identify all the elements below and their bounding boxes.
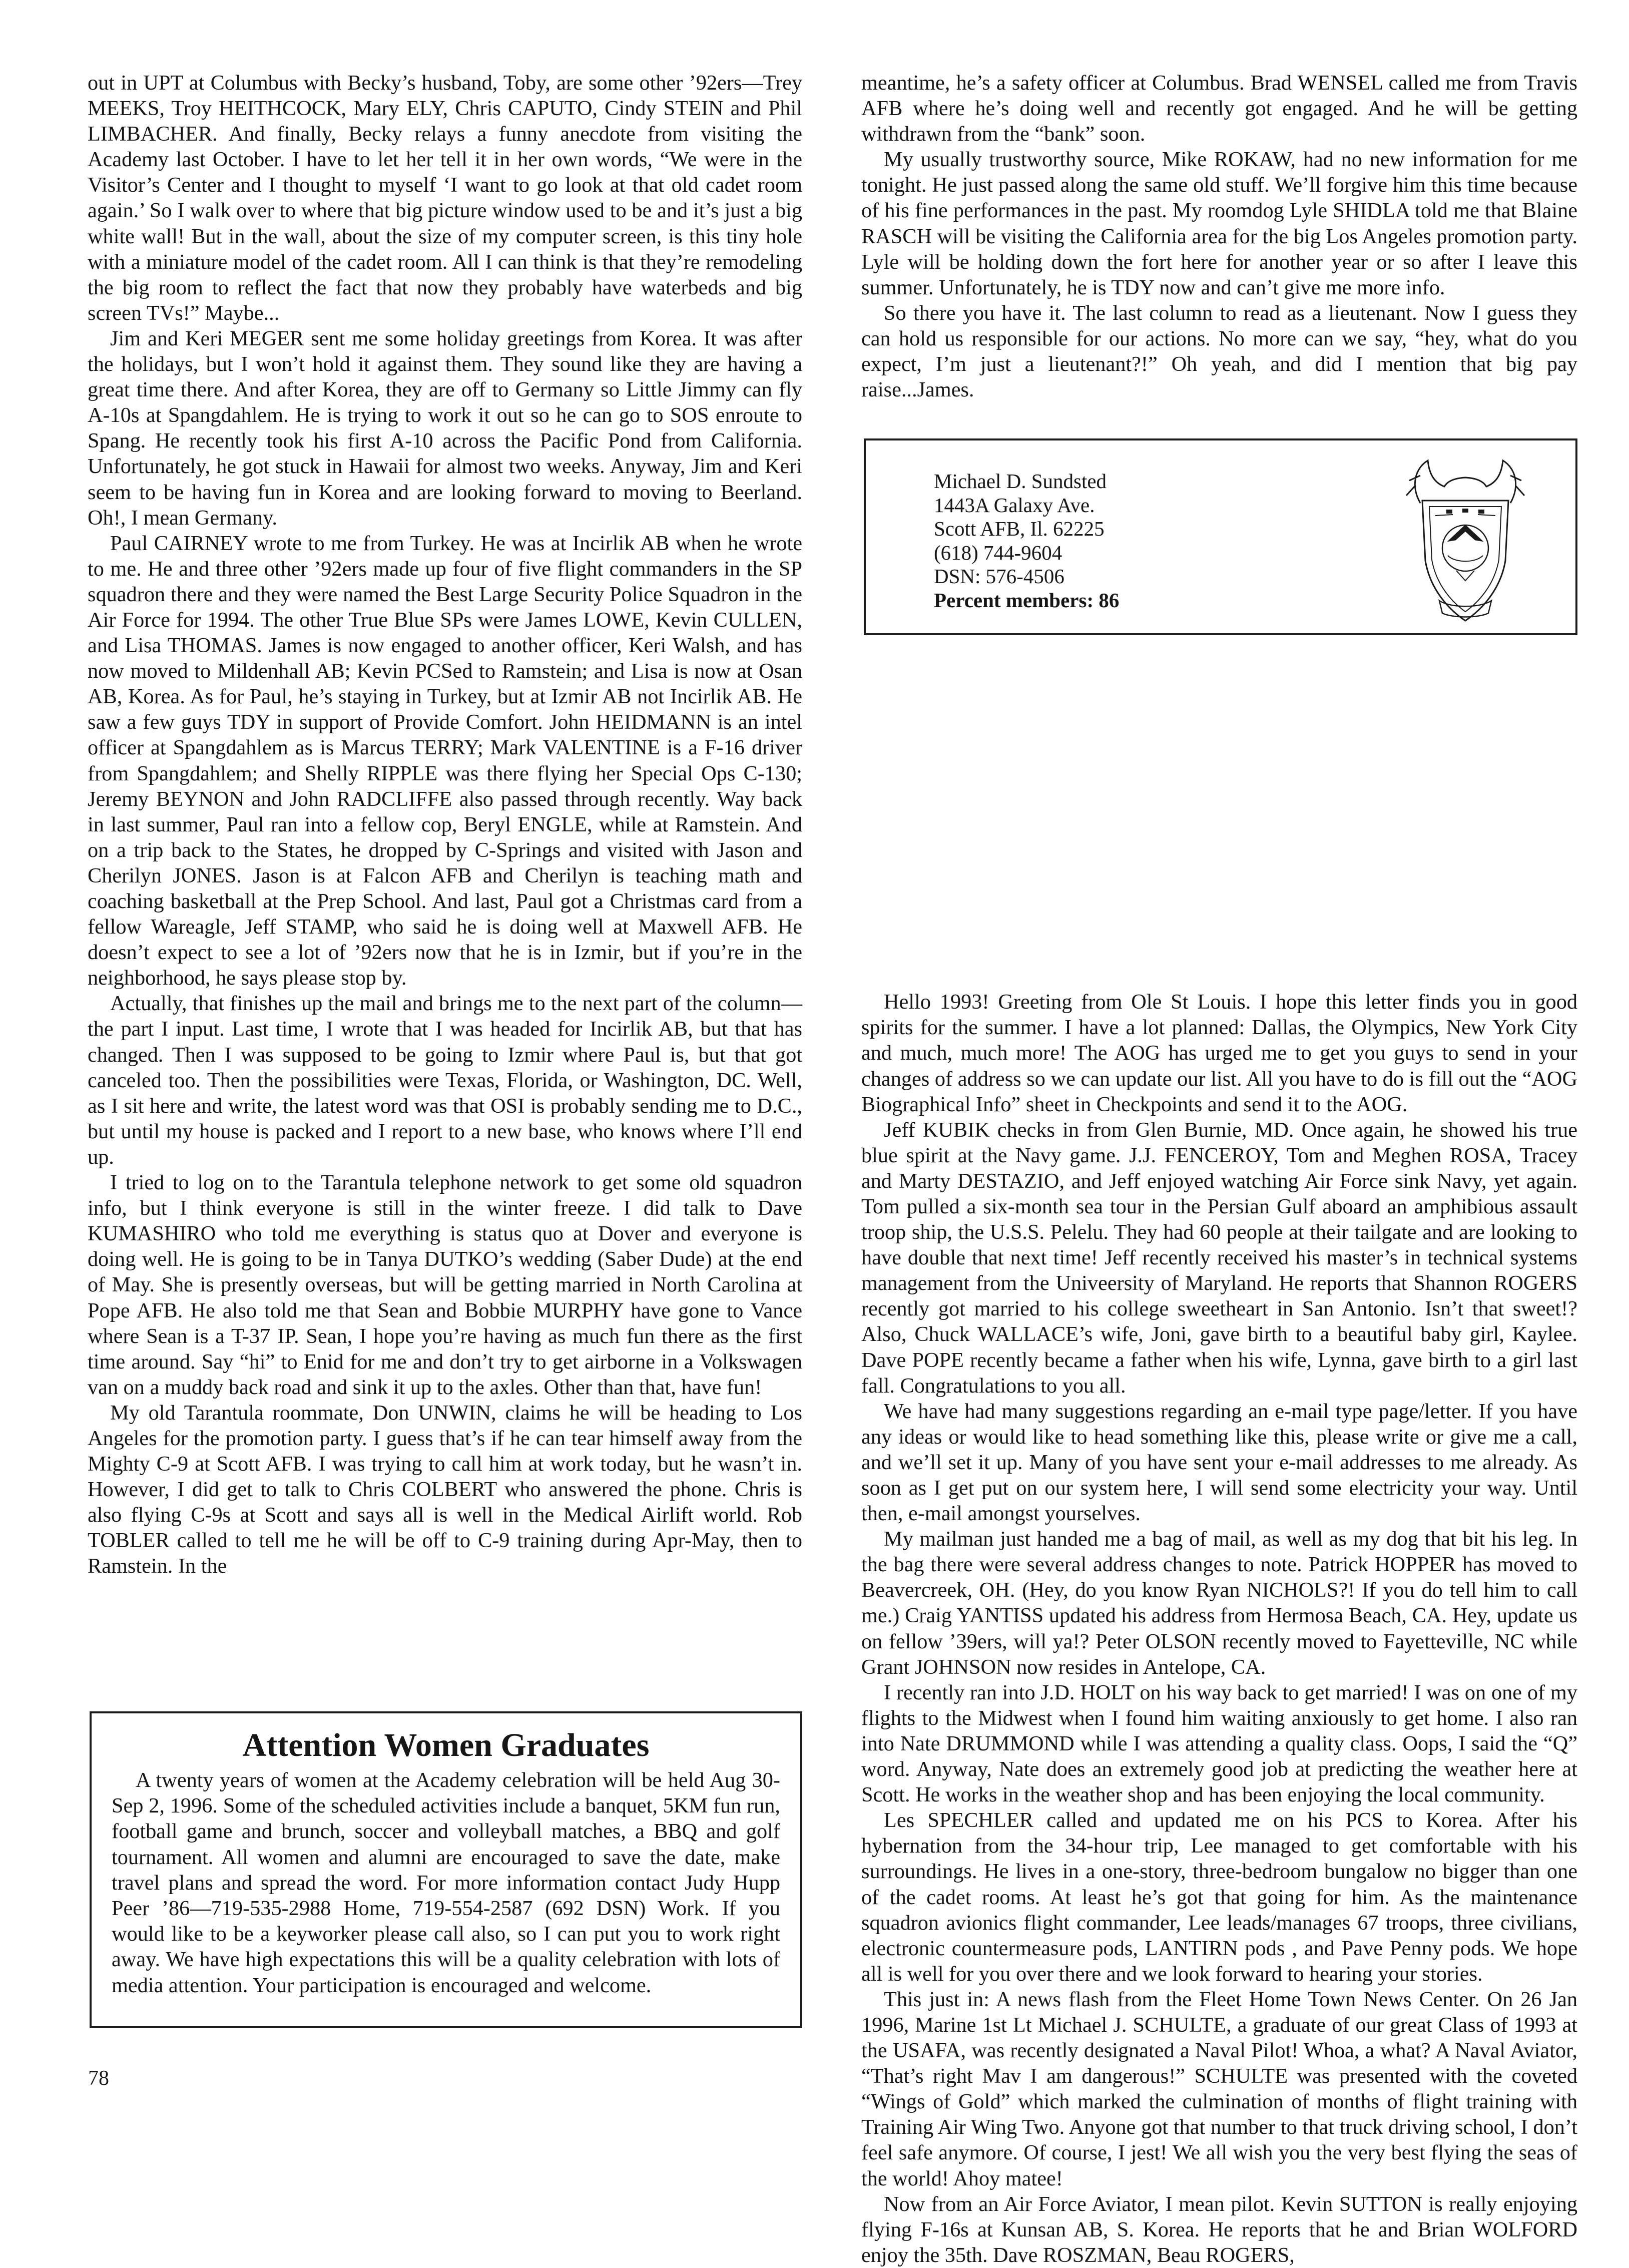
- right-paragraph-9: Les SPECHLER called and updated me on his PCS to Korea. After his hybernation from the 34-hour trip, Lee managed to get comfortable with his surroundings. He lives in a one-story, three-bedroom bungalow no bigger than one of the cadet rooms. At least he’s got that going for him. As the maintenance squadron avionics flight commander, Lee leads/manages 67 troops, three civilians, electronic countermeasure pods, LANTIRN pods , and Pave Penny pods. We hope all is well for you over there and we look forward to hearing your stories.: [861, 1808, 1577, 1986]
- right-paragraph-3: So there you have it. The last column to read as a lieutenant. Now I guess they can hold us responsible for our actions. No more can we say, “hey, what do you expect, I’m just a lieutenant?!” Oh yeah, and did I mention that big pay raise...James.: [861, 301, 1577, 402]
- contact-phone: (618) 744-9604: [934, 541, 1062, 564]
- right-paragraph-2: My usually trustworthy source, Mike ROKAW, had no new information for me tonight. He just passed along the same old stuff. We’ll forgive him this time because of his fine performances in the past. My roomdog Lyle SHIDLA told me that Blaine RASCH will be visiting the California area for the big Los Angeles promotion party. Lyle will be holding down the fort here for another year or so after I leave this summer. Unfortunately, he is TDY now and can’t give me more info.: [861, 148, 1577, 299]
- attention-women-graduates-box: [90, 1711, 802, 2028]
- right-paragraph-5: Jeff KUBIK checks in from Glen Burnie, MD. Once again, he showed his true blue spirit at the Navy game. J.J. FENCEROY, Tom and Meghen ROSA, Tracey and Marty DESTAZIO, and Jeff enjoyed watching Air Force sink Navy, yet again. Tom pulled a six-month sea tour in the Persian Gulf aboard an amphibious assault troop ship, the U.S.S. Pelelu. They had 60 people at their tailgate and are looking to have double that next time! Jeff recently received his master’s in technical systems management from the Univeersity of Maryland. He reports that Shannon ROGERS recently got married to his college sweetheart in San Antonio. Isn’t that sweet!? Also, Chuck WALLACE’s wife, Joni, gave birth to a beautiful baby girl, Kaylee. Dave POPE recently became a father when his wife, Lynna, gave birth to a girl last fall. Congratulations to you all.: [861, 1118, 1577, 1398]
- left-paragraph-2: Jim and Keri MEGER sent me some holiday greetings from Korea. It was after the holidays, but I won’t hold it against them. They sound like they are having a great time there. And after Korea, they are off to Germany so Little Jimmy can fly A-10s at Spangdahlem. He is trying to work it out so he can go to SOS enroute to Spang. He recently took his first A-10 across the Pacific Pond from California. Unfortunately, he got stuck in Hawaii for almost two weeks. Anyway, Jim and Keri seem to be having fun in Korea and are looking forward to moving to Beerland. Oh!, I mean Germany.: [88, 326, 802, 530]
- left-paragraph-6: My old Tarantula roommate, Don UNWIN, claims he will be heading to Los Angeles for the promotion party. I guess that’s if he can tear himself away from the Mighty C-9 at Scott AFB. I was trying to call him at work today, but he wasn’t in. However, I did get to talk to Chris COLBERT who answered the phone. Chris is also flying C-9s at Scott and says all is well in the Medical Airlift world. Rob TOBLER called to tell me he will be off to C-9 training during Apr-May, then to Ramstein. In the: [88, 1401, 802, 1578]
- contact-city: Scott AFB, Il. 62225: [934, 517, 1105, 541]
- box-text: A twenty years of women at the Academy celebration will be held Aug 30-Sep 2, 1996. Some of the scheduled activities include a banquet, 5KM fun run, football game and brunch, soccer and volleyball matches, a BBQ and golf tournament. All women and alumni are encouraged to save the date, make travel plans and spread the word. For more information contact Judy Hupp Peer ’86—719-535-2988 Home, 719-554-2587 (692 DSN) Work. If you would like to be a keyworker please call also, so I can put you to work right away. We have high expectations this will be a quality celebration with lots of media attention. Your participation is encouraged and welcome.: [112, 1768, 780, 1997]
- contact-dsn: DSN: 576-4506: [934, 565, 1064, 588]
- right-paragraph-4: Hello 1993! Greeting from Ole St Louis. I hope this letter finds you in good spirits for the summer. I have a lot planned: Dallas, the Olympics, New York City and much, much more! The AOG has urged me to get you guys to send in your changes of address so we can update our list. All you have to do is fill out the “AOG Biographical Info” sheet in Checkpoints and send it to the AOG.: [861, 990, 1577, 1116]
- left-paragraph-3: Paul CAIRNEY wrote to me from Turkey. He was at Incirlik AB when he wrote to me. He and three other ’92ers made up four of five flight commanders in the SP squadron there and they were named the Best Large Security Police Squadron in the Air Force for 1994. The other True Blue SPs were James LOWE, Kevin CULLEN, and Lisa THOMAS. James is now engaged to another officer, Keri Walsh, and has now moved to Mildenhall AB; Kevin PCSed to Ramstein; and Lisa is now at Osan AB, Korea. As for Paul, he’s staying in Turkey, but at Izmir AB not Incirlik AB. He saw a few guys TDY in support of Provide Comfort. John HEIDMANN is an intel officer at Spangdahlem as is Marcus TERRY; Mark VALENTINE is a F-16 driver from Spangdahlem; and Shelly RIPPLE was there flying her Special Ops C-130; Jeremy BEYNON and John RADCLIFFE also passed through recently. Way back in last summer, Paul ran into a fellow cop, Beryl ENGLE, while at Ramstein. And on a trip back to the States, he dropped by C-Springs and visited with Jason and Cherilyn JONES. Jason is at Falcon AFB and Cherilyn is teaching math and coaching basketball at the Prep School. And last, Paul got a Christmas card from a fellow Wareagle, Jeff STAMP, who said he is doing well at Maxwell AFB. He doesn’t expect to see a lot of ’92ers now that he is in Izmir, but if you’re in the neighborhood, he says please stop by.: [88, 531, 802, 990]
- right-paragraph-11: Now from an Air Force Aviator, I mean pilot. Kevin SUTTON is really enjoying flying F-16s at Kunsan AB, S. Korea. He reports that he and Brian WOLFORD enjoy the 35th. Dave ROSZMAN, Beau ROGERS,: [861, 2192, 1577, 2267]
- right-column-bottom: [861, 989, 1577, 2268]
- right-column: [861, 70, 1577, 2268]
- box-title: Attention Women Graduates: [242, 1727, 650, 1763]
- class-scribe-contact-box: [864, 438, 1577, 635]
- right-paragraph-6: We have had many suggestions regarding an e-mail type page/letter. If you have any ideas or would like to head something like this, please write or give me a call, and we’ll set it up. Many of you have sent your e-mail addresses to me already. As soon as I get put on our system here, I will send some electricity your way. Until then, e-mail amongst yourselves.: [861, 1399, 1577, 1526]
- left-column: [88, 70, 802, 1579]
- contact-street: 1443A Galaxy Ave.: [934, 493, 1095, 517]
- right-column-top: [861, 70, 1577, 402]
- percent-members: Percent members: 86: [934, 588, 1120, 612]
- page-number: 78: [88, 2067, 109, 2090]
- contact-name: Michael D. Sundsted: [934, 470, 1107, 493]
- contact-info: [934, 470, 1119, 613]
- right-paragraph-8: I recently ran into J.D. HOLT on his way back to get married! I was on one of my flights to the Midwest when I found him waiting anxiously to get home. I also ran into Nate DRUMMOND while I was attending a quality class. Oops, I said the “Q” word. Anyway, Nate does an extremely good job at predicting the weather here at Scott. He works in the weather shop and has been enjoying the local community.: [861, 1680, 1577, 1807]
- right-paragraph-7: My mailman just handed me a bag of mail, as well as my dog that bit his leg. In the bag there were several address changes to note. Patrick HOPPER has moved to Beavercreek, OH. (Hey, do you know Ryan NICHOLS?! If you do tell him to call me.) Craig YANTISS updated his address from Hermosa Beach, CA. Hey, update us on fellow ’39ers, will ya!? Peter OLSON recently moved to Fayetteville, NC while Grant JOHNSON now resides in Antelope, CA.: [861, 1527, 1577, 1679]
- left-paragraph-5: I tried to log on to the Tarantula telephone network to get some old squadron info, but I think everyone is still in the winter freeze. I did talk to Dave KUMASHIRO who told me everything is status quo at Dover and everyone is doing well. He is going to be in Tanya DUTKO’s wedding (Saber Dude) at the end of May. She is presently overseas, but will be getting married in North Carolina at Pope AFB. He also told me that Sean and Bobbie MURPHY have gone to Vance where Sean is a T-37 IP. Sean, I hope you’re having as much fun there as the first time around. Say “hi” to Enid for me and don’t try to get airborne in a Volkswagen van on a muddy back road and sink it up to the axles. Other than that, have fun!: [88, 1171, 802, 1399]
- right-paragraph-1: meantime, he’s a safety officer at Columbus. Brad WENSEL called me from Travis AFB where he’s doing well and recently got engaged. And he will be getting withdrawn from the “bank” soon.: [861, 71, 1577, 146]
- right-paragraph-10: This just in: A news flash from the Fleet Home Town News Center. On 26 Jan 1996, Marine 1st Lt Michael J. SCHULTE, a graduate of our great Class of 1993 at the USAFA, was recently designated a Naval Pilot! Whoa, a what? A Naval Aviator, “That’s right Mav I am dangerous!” SCHULTE was presented with the coveted “Wings of Gold” which marked the culmination of months of flight training with Training Air Wing Two. Anyone got that number to that truck driving school, I don’t feel safe anymore. Of course, I jest! We all wish you the very best flying the seas of the world! Ahoy matee!: [861, 1987, 1577, 2190]
- class-crest-icon: [1400, 456, 1530, 626]
- left-paragraph-1: out in UPT at Columbus with Becky’s husband, Toby, are some other ’92ers—Trey MEEKS, Troy HEITHCOCK, Mary ELY, Chris CAPUTO, Cindy STEIN and Phil LIMBACHER. And finally, Becky relays a funny anecdote from visiting the Academy last October. I have to let her tell it in her own words, “We were in the Visitor’s Center and I thought to myself ‘I want to go look at that old cadet room again.’ So I walk over to where that big picture window used to be and it’s just a big white wall! But in the wall, about the size of my computer screen, is this tiny hole with a miniature model of the cadet room. All I can think is that they’re remodeling the big room to reflect the fact that now they probably have waterbeds and big screen TVs!” Maybe...: [88, 71, 802, 325]
- left-paragraph-4: Actually, that finishes up the mail and brings me to the next part of the column—the part I input. Last time, I wrote that I was headed for Incirlik AB, but that has changed. Then I was supposed to be going to Izmir where Paul is, but that got canceled too. Then the possibilities were Texas, Florida, or Washington, DC. Well, as I sit here and write, the latest word was that OSI is probably sending me to D.C., but until my house is packed and I report to a new base, who knows where I’ll end up.: [88, 992, 802, 1169]
